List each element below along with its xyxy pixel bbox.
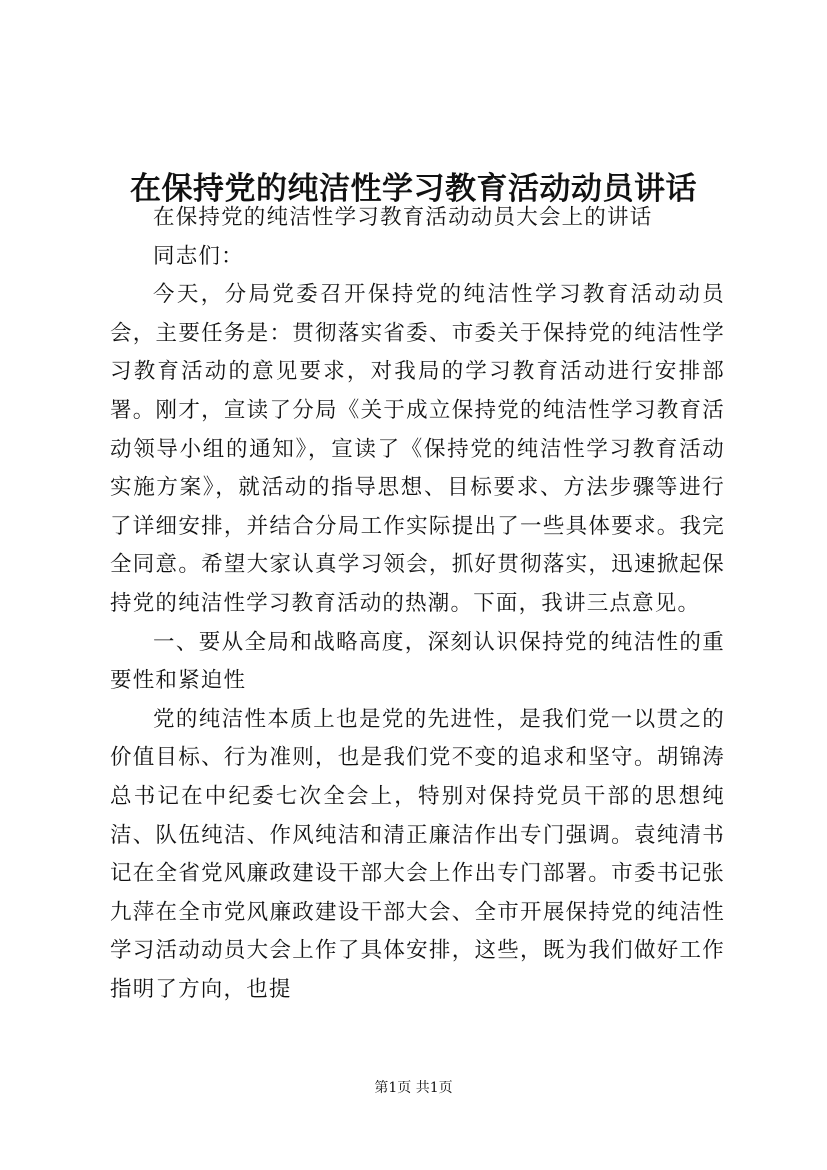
speech-subtitle: 在保持党的纯洁性学习教育活动动员大会上的讲话 — [153, 205, 653, 230]
section-heading-1: 一、要从全局和战略高度，深刻认识保持党的纯洁性的重要性和紧迫性 — [110, 629, 725, 694]
document-body — [110, 199, 725, 1009]
page-number-footer: 第1页 共1页 — [374, 1080, 453, 1096]
body-paragraph-intro: 今天，分局党委召开保持党的纯洁性学习教育活动动员会，主要任务是：贯彻落实省委、市委关于保持党的纯洁性学习教育活动的意见要求，对我局的学习教育活动进行安排部署。刚才，宣读了分局《关于成立保持党的纯洁性学习教育活动领导小组的通知》，宣读了《保持党的纯洁性学习教育活动实施方案》，就活动的指导思想、目标要求、方法步骤等进行了详细安排，并结合分局工作实际提出了一些具体要求。我完全同意。希望大家认真学习领会，抓好贯彻落实，迅速掀起保持党的纯洁性学习教育活动的热潮。下面，我讲三点意见。 — [110, 282, 725, 616]
document-title: 在保持党的纯洁性学习教育活动动员讲话 — [130, 170, 697, 207]
salutation: 同志们： — [153, 243, 244, 269]
body-paragraph-section-1: 党的纯洁性本质上也是党的先进性，是我们党一以贯之的价值目标、行为准则，也是我们党不变的追求和坚守。胡锦涛总书记在中纪委七次全会上，特别对保持党员干部的思想纯洁、队伍纯洁、作风纯洁和清正廉洁作出专门强调。袁纯清书记在全省党风廉政建设干部大会上作出专门部署。市委书记张九萍在全市党风廉政建设干部大会、全市开展保持党的纯洁性学习活动动员大会上作了具体安排，这些，既为我们做好工作指明了方向，也提 — [110, 706, 725, 1002]
